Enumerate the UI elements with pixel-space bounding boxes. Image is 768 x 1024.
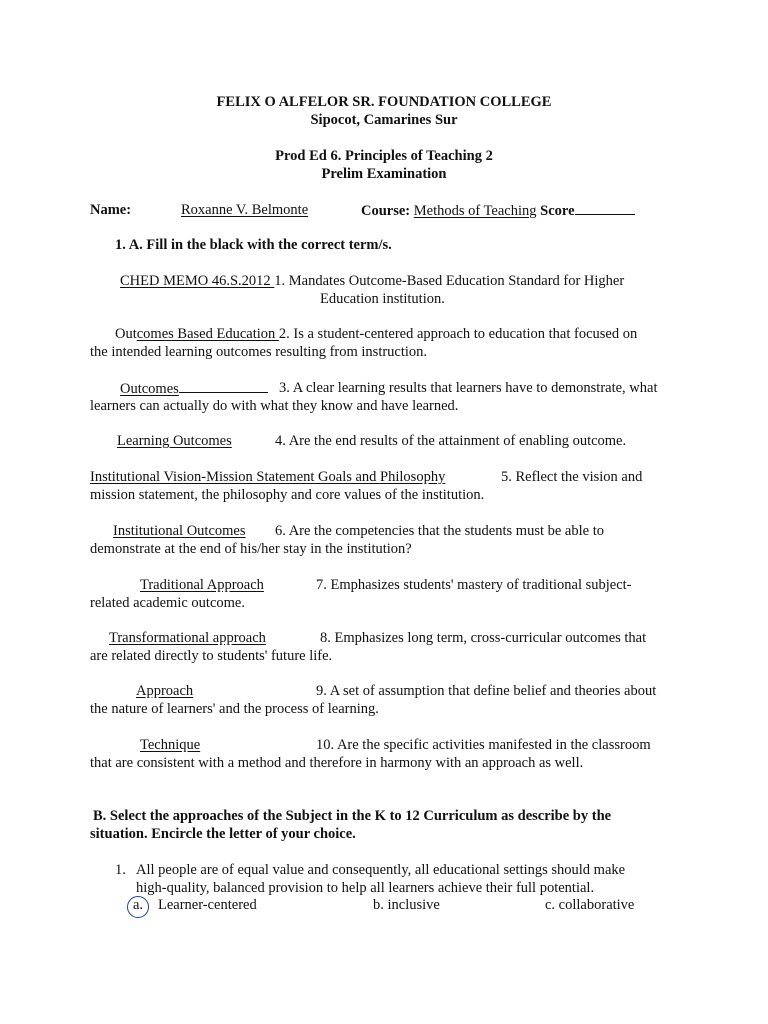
item-10-question: 10. Are the specific activities manifested in the classroom xyxy=(316,737,651,753)
item-10-continuation: that are consistent with a method and therefore in harmony with an approach as well. xyxy=(90,755,584,771)
item-4-answer: Learning Outcomes xyxy=(117,433,232,449)
item-6-continuation: demonstrate at the end of his/her stay in the institution? xyxy=(90,541,412,557)
name-value: Roxanne V. Belmonte xyxy=(181,202,309,218)
item-3-answer: Outcomes xyxy=(120,381,179,397)
item-9-answer: Approach xyxy=(136,683,194,699)
course-label: Course: xyxy=(361,203,411,219)
item-8-continuation: are related directly to students' future life. xyxy=(90,648,333,664)
part-b-heading-continuation: situation. Encircle the letter of your choice. xyxy=(90,826,356,842)
exam-title: Prelim Examination xyxy=(321,166,447,182)
item-7-question: 7. Emphasizes students' mastery of traditional subject- xyxy=(316,577,632,593)
part-b-heading: B. Select the approaches of the Subject in the K to 12 Curriculum as describe by the xyxy=(93,808,612,824)
item-1-question: 1. Mandates Outcome-Based Education Standard for Higher xyxy=(274,273,625,289)
choice-c[interactable]: c. collaborative xyxy=(545,897,635,913)
item-3-question: 3. A clear learning results that learners have to demonstrate, what xyxy=(279,380,658,396)
course-value: Methods of Teaching xyxy=(413,203,537,219)
item-9-continuation: the nature of learners' and the process of learning. xyxy=(90,701,379,717)
name-label: Name: xyxy=(90,202,132,218)
school-name: FELIX O ALFELOR SR. FOUNDATION COLLEGE xyxy=(216,94,552,110)
item-2-continuation: the intended learning outcomes resulting from instruction. xyxy=(90,344,428,360)
item-4-question: 4. Are the end results of the attainment of enabling outcome. xyxy=(275,433,627,449)
score-blank xyxy=(575,202,635,215)
b-question-continuation: high-quality, balanced provision to help all learners achieve their full potential. xyxy=(136,880,595,896)
item-1-answer: CHED MEMO 46.S.2012 xyxy=(120,273,275,289)
item-6-answer: Institutional Outcomes xyxy=(113,523,246,539)
item-8-question: 8. Emphasizes long term, cross-curricular outcomes that xyxy=(320,630,647,646)
item-3-continuation: learners can actually do with what they know and have learned. xyxy=(90,398,459,414)
item-2-answer: comes Based Education xyxy=(136,326,279,342)
item-6-question: 6. Are the competencies that the students must be able to xyxy=(275,523,604,539)
item-7-continuation: related academic outcome. xyxy=(90,595,245,611)
b-question-text: All people are of equal value and consequently, all educational settings should make xyxy=(136,862,626,878)
b-question-number: 1. xyxy=(115,862,126,878)
item-2-answer-prefix: Out xyxy=(115,326,137,342)
part-a-heading: 1. A. Fill in the black with the correct term/s. xyxy=(115,237,392,253)
course-title: Prod Ed 6. Principles of Teaching 2 xyxy=(275,148,493,164)
item-7-answer: Traditional Approach xyxy=(140,577,264,593)
choice-b[interactable]: b. inclusive xyxy=(373,897,440,913)
item-9-question: 9. A set of assumption that define belief and theories about xyxy=(316,683,657,699)
item-2-question: 2. Is a student-centered approach to education that focused on xyxy=(278,326,638,342)
item-2 xyxy=(115,326,637,343)
item-5-answer: Institutional Vision-Mission Statement Goals and Philosophy xyxy=(90,469,446,485)
score-label: Score xyxy=(540,203,575,219)
item-3 xyxy=(120,380,268,398)
choice-a-text[interactable]: Learner-centered xyxy=(158,897,257,913)
course-field xyxy=(361,202,635,220)
item-1-continuation: Education institution. xyxy=(320,291,445,307)
item-8-answer: Transformational approach xyxy=(109,630,266,646)
item-5-question: 5. Reflect the vision and xyxy=(501,469,643,485)
item-3-blank xyxy=(179,380,268,393)
school-location: Sipocot, Camarines Sur xyxy=(310,112,458,128)
item-5-continuation: mission statement, the philosophy and core values of the institution. xyxy=(90,487,485,503)
item-10-answer: Technique xyxy=(140,737,201,753)
item-1 xyxy=(120,273,624,290)
choice-a-letter[interactable]: a. xyxy=(133,897,144,913)
